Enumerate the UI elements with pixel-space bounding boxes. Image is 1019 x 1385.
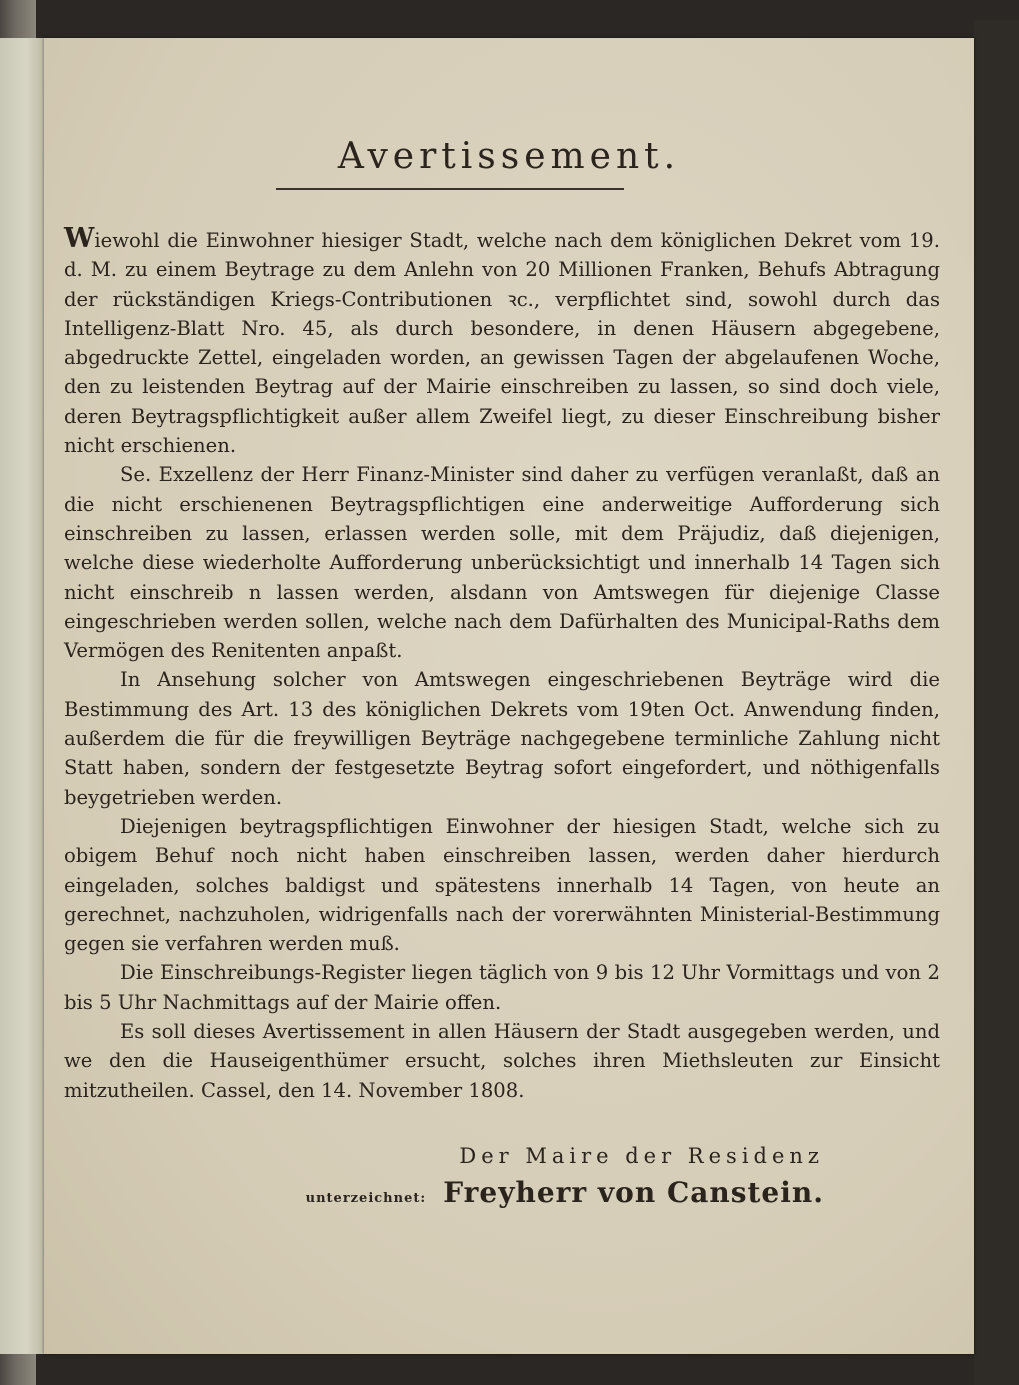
document-title: Avertissement. bbox=[337, 136, 681, 177]
signature-block bbox=[44, 1144, 824, 1209]
signature-label: unterzeichnet: bbox=[305, 1191, 427, 1206]
drop-cap: W bbox=[64, 223, 95, 254]
signature-office: Der Maire der Residenz bbox=[459, 1144, 824, 1168]
paragraph-5: Die Einschreibungs-Register liegen täglich von 9 bis 12 Uhr Vormittags und von 2 bis 5 Uhr Nachmittags auf der Mairie offen. bbox=[64, 961, 940, 1014]
title-rule bbox=[276, 188, 624, 190]
document-body bbox=[64, 224, 940, 1105]
paragraph-1-text: iewohl die Einwohner hiesiger Stadt, welche nach dem königlichen Dekret vom 19. d. M. zu einem Beytrage zu dem Anlehn von 20 Millionen Franken, Behufs Abtragung der rückständigen Kriegs-Contributionen ꝛc., verpflichtet sind, sowohl durch das Intelligenz-Blatt Nro. 45, als durch besondere, in denen Häusern abgegebene, abgedruckte Zettel, eingeladen worden, an gewissen Tagen der abgelaufenen Woche, den zu leistenden Beytrag auf der Mairie einschreiben zu lassen, so sind doch viele, deren Beytragspflichtigkeit außer allem Zweifel liegt, zu dieser Einschreibung bisher nicht erschienen. bbox=[64, 229, 940, 458]
scan-background-right bbox=[974, 20, 1019, 1385]
paragraph-1 bbox=[64, 224, 940, 460]
signature-name: Freyherr von Canstein. bbox=[443, 1176, 824, 1209]
paragraph-6: Es soll dieses Avertissement in allen Häusern der Stadt ausgegeben werden, und we den die Hauseigenthümer ersucht, solches ihren Miethsleuten zur Einsicht mitzutheilen. Cassel, den 14. November 1808. bbox=[64, 1020, 940, 1102]
signature-line bbox=[44, 1176, 824, 1209]
paragraph-4: Diejenigen beytragspflichtigen Einwohner der hiesigen Stadt, welche sich zu obigem Behuf noch nicht haben einschreiben lassen, werden daher hierdurch eingeladen, solches baldigst und spätestens innerhalb 14 Tagen, von heute an gerechnet, nachzuholen, widrigenfalls nach der vorerwähnten Ministerial-Bestimmung gegen sie verfahren werden muß. bbox=[64, 814, 940, 956]
paragraph-2: Se. Exzellenz der Herr Finanz-Minister sind daher zu verfügen veranlaßt, daß an die nicht erschienenen Beytragspflichtigen eine anderweitige Aufforderung sich einschreiben zu lassen, erlassen werden solle, mit dem Präjudiz, daß diejenigen, welche diese wiederholte Aufforderung unberücksichtigt und innerhalb 14 Tagen sich nicht einschreib n lassen werden, alsdann von Amtswegen für diejenige Classe eingeschrieben werden sollen, welche nach dem Dafürhalten des Municipal-Raths dem Vermögen des Renitenten anpaßt. bbox=[64, 463, 940, 663]
paragraph-3: In Ansehung solcher von Amtswegen eingeschriebenen Beyträge wird die Bestimmung des Art. 13 des königlichen Dekrets vom 19ten Oct. Anwendung finden, außerdem die für die freywilligen Beyträge nachgegebene terminliche Zahlung nicht Statt haben, sondern der festgesetzte Beytrag sofort eingefordert, und nöthigenfalls beygetrieben werden. bbox=[64, 668, 940, 809]
document-page bbox=[44, 38, 974, 1354]
binding-strip bbox=[0, 38, 46, 1354]
